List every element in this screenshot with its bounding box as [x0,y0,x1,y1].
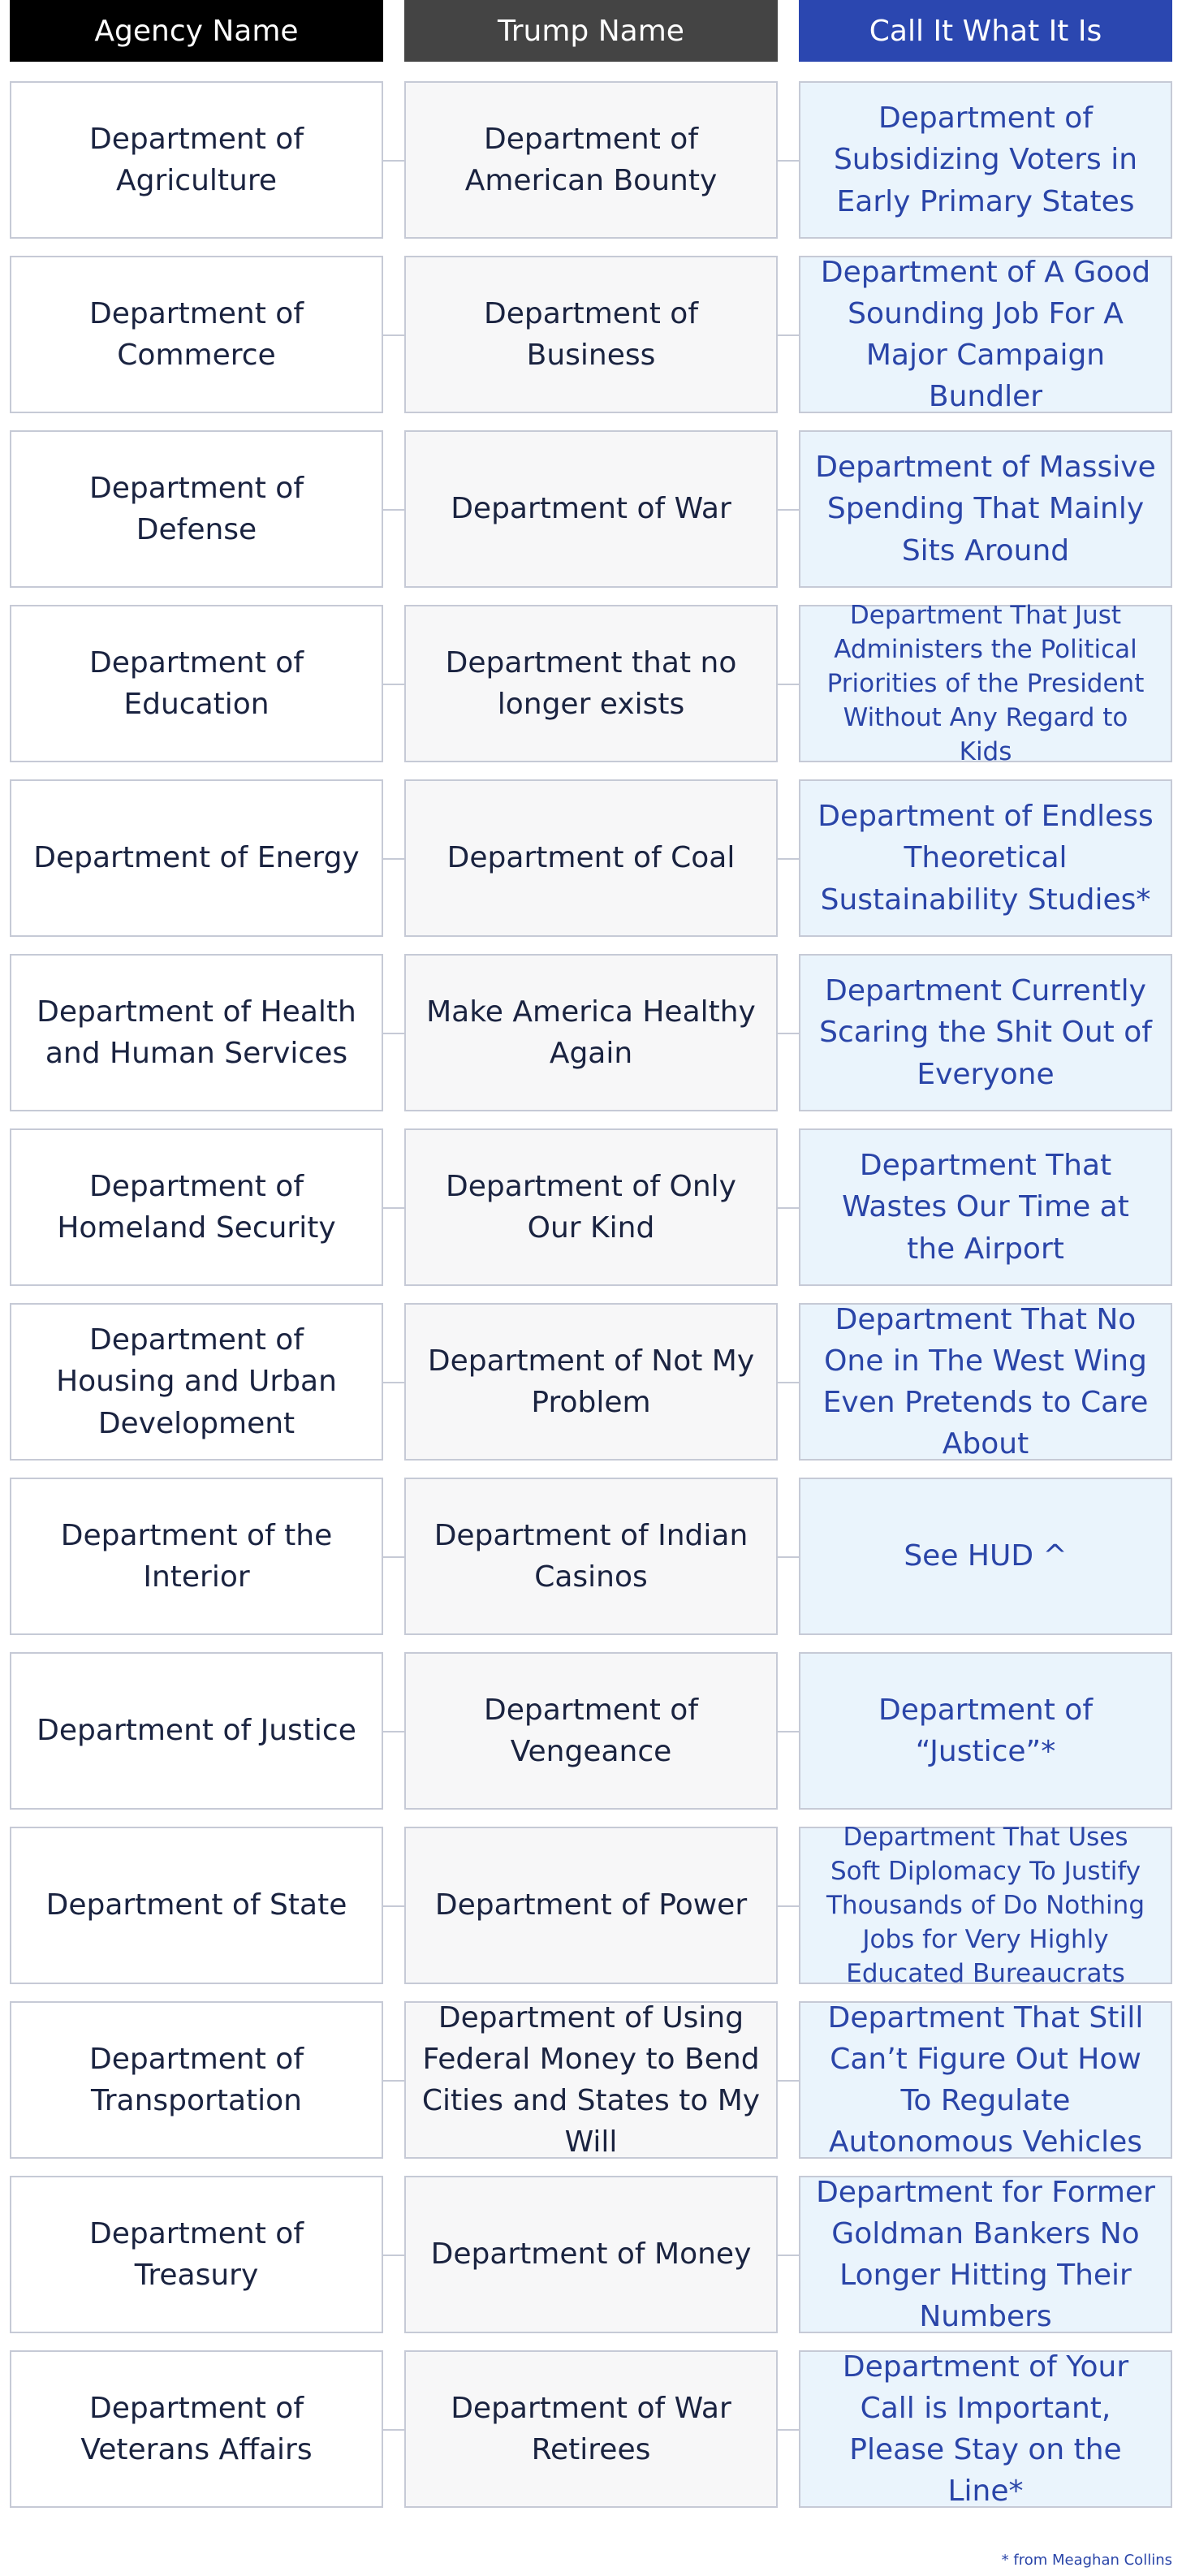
footnote: * from Meaghan Collins [1001,2552,1172,2569]
header-actual-label: Call It What It Is [869,14,1102,48]
call-it-cell-text: Department That Just Administers the Political Priorities of the President Without Any Regard to Kids [826,600,1145,767]
trump-name-cell-text: Department of Power [434,1888,748,1922]
trump-name-cell [404,779,778,937]
table-row [0,2350,1182,2508]
connector-line [383,684,404,685]
call-it-cell [799,600,1172,767]
table-row [0,1652,1182,1810]
connector-line [383,858,404,860]
agency-name-cell-text: Department of the Interior [60,1518,333,1594]
trump-name-cell-text: Department of War [451,492,731,526]
call-it-cell [799,2350,1172,2508]
call-it-cell-text: Department of Your Call is Important, Please Stay on the Line* [842,2349,1129,2509]
agency-name-cell [10,2176,383,2333]
header-agency-label: Agency Name [94,14,299,48]
agency-name-cell [10,954,383,1111]
trump-name-cell [404,1128,778,1286]
agency-name-cell-text: Department of Defense [89,471,304,546]
agency-name-cell [10,779,383,937]
agency-name-cell [10,1303,383,1461]
agency-name-cell [10,1827,383,1984]
call-it-cell-text: Department That Uses Soft Diplomacy To Justify Thousands of Do Nothing Jobs for Very Highly Educated Bureaucrats [826,1822,1145,1989]
agency-name-cell-text: Department of State [45,1888,347,1922]
call-it-cell [799,81,1172,239]
call-it-cell [799,1128,1172,1286]
trump-name-cell-text: Department of American Bounty [464,122,718,197]
call-it-cell-text: See HUD ^ [904,1539,1068,1573]
call-it-cell [799,954,1172,1111]
call-it-cell-text: Department That No One in The West Wing Even Pretends to Care About [822,1302,1149,1461]
agency-name-cell-text: Department of Housing and Urban Development [56,1323,337,1440]
call-it-cell-text: Department for Former Goldman Bankers No Longer Hitting Their Numbers [816,2175,1155,2334]
table-row [0,1303,1182,1461]
connector-line [778,858,799,860]
trump-name-cell-text: Department of Only Our Kind [446,1169,736,1245]
connector-line [778,1382,799,1383]
connector-line [778,2255,799,2256]
call-it-cell-text: Department of A Good Sounding Job For A Major Campaign Bundler [820,255,1151,414]
agency-name-cell [10,2001,383,2159]
call-it-cell [799,1822,1172,1989]
agency-name-cell-text: Department of Homeland Security [57,1169,336,1245]
header-agency-name [10,0,383,62]
agency-name-cell [10,1478,383,1635]
trump-name-cell-text: Department of Money [430,2237,752,2272]
trump-name-cell [404,1652,778,1810]
agency-name-cell-text: Department of Treasury [89,2216,304,2292]
call-it-cell [799,2001,1172,2159]
connector-line [383,334,404,336]
trump-name-cell [404,1303,778,1461]
call-it-cell [799,1303,1172,1461]
trump-name-cell [404,2001,778,2159]
agency-name-cell-text: Department of Justice [37,1714,356,1748]
table-row [0,1478,1182,1635]
connector-line [383,1382,404,1383]
call-it-cell-text: Department of Subsidizing Voters in Early Primary States [833,101,1138,218]
agency-name-cell-text: Department of Transportation [89,2042,304,2117]
table-row [0,256,1182,413]
agency-name-cell [10,2350,383,2508]
table-row [0,430,1182,588]
connector-line [383,509,404,511]
trump-name-cell-text: Department of Not My Problem [427,1344,755,1419]
table-row [0,81,1182,239]
connector-line [383,2080,404,2082]
table-row [0,1128,1182,1286]
connector-line [778,334,799,336]
trump-name-cell-text: Department of Vengeance [484,1693,698,1768]
trump-name-cell [404,256,778,413]
agency-name-cell [10,256,383,413]
trump-name-cell [404,1478,778,1635]
agency-name-cell-text: Department of Veterans Affairs [80,2391,313,2466]
agency-name-cell-text: Department of Education [89,645,304,721]
agency-name-cell [10,1128,383,1286]
trump-name-cell [404,81,778,239]
call-it-cell [799,1652,1172,1810]
call-it-cell-text: Department of Endless Theoretical Sustainability Studies* [817,800,1154,917]
table-row [0,600,1182,767]
call-it-cell-text: Department That Still Can’t Figure Out How To Regulate Autonomous Vehicles [827,2000,1144,2160]
table-row [0,2176,1182,2333]
connector-line [383,1207,404,1209]
agency-name-cell [10,430,383,588]
header-trump-label: Trump Name [498,14,684,48]
call-it-cell [799,1478,1172,1635]
call-it-cell-text: Department Currently Scaring the Shit Out of Everyone [819,974,1152,1091]
trump-name-cell-text: Make America Healthy Again [426,995,756,1070]
call-it-cell-text: Department of “Justice”* [878,1693,1093,1768]
connector-line [778,509,799,511]
table-row [0,1822,1182,1989]
connector-line [383,1033,404,1034]
agency-name-cell [10,1652,383,1810]
trump-name-cell-text: Department of Indian Casinos [434,1518,748,1594]
trump-name-cell [404,954,778,1111]
call-it-cell [799,256,1172,413]
call-it-cell-text: Department That Wastes Our Time at the Airport [842,1149,1129,1266]
table-row [0,779,1182,937]
connector-line [778,1731,799,1732]
call-it-cell-text: Department of Massive Spending That Mainly Sits Around [815,451,1156,567]
agency-name-cell-text: Department of Energy [33,841,360,875]
connector-line [778,1905,799,1907]
connector-line [383,1731,404,1732]
connector-line [778,1033,799,1034]
agency-name-cell [10,81,383,239]
trump-name-cell [404,1827,778,1984]
agency-name-cell-text: Department of Commerce [89,296,304,372]
connector-line [383,2429,404,2431]
trump-name-cell-text: Department of Coal [446,841,736,875]
agency-name-cell-text: Department of Health and Human Services [37,995,356,1070]
agency-name-cell-text: Department of Agriculture [89,122,304,197]
trump-name-cell-text: Department of Using Federal Money to Bend Cities and States to My Will [421,2000,761,2160]
header-trump-name [404,0,778,62]
call-it-cell [799,430,1172,588]
call-it-cell [799,2176,1172,2333]
connector-line [778,684,799,685]
table-row [0,2001,1182,2159]
trump-name-cell-text: Department that no longer exists [445,645,737,721]
connector-line [778,2080,799,2082]
trump-name-cell-text: Department of War Retirees [451,2391,731,2466]
connector-line [383,1905,404,1907]
table-row [0,954,1182,1111]
connector-line [778,1556,799,1558]
connector-line [778,160,799,162]
call-it-cell [799,779,1172,937]
header-call-it-what-it-is [799,0,1172,62]
trump-name-cell-text: Department of Business [484,296,698,372]
trump-name-cell [404,430,778,588]
agency-name-cell [10,605,383,762]
connector-line [383,2255,404,2256]
connector-line [383,160,404,162]
connector-line [383,1556,404,1558]
trump-name-cell [404,2350,778,2508]
trump-name-cell [404,605,778,762]
connector-line [778,1207,799,1209]
connector-line [778,2429,799,2431]
trump-name-cell [404,2176,778,2333]
